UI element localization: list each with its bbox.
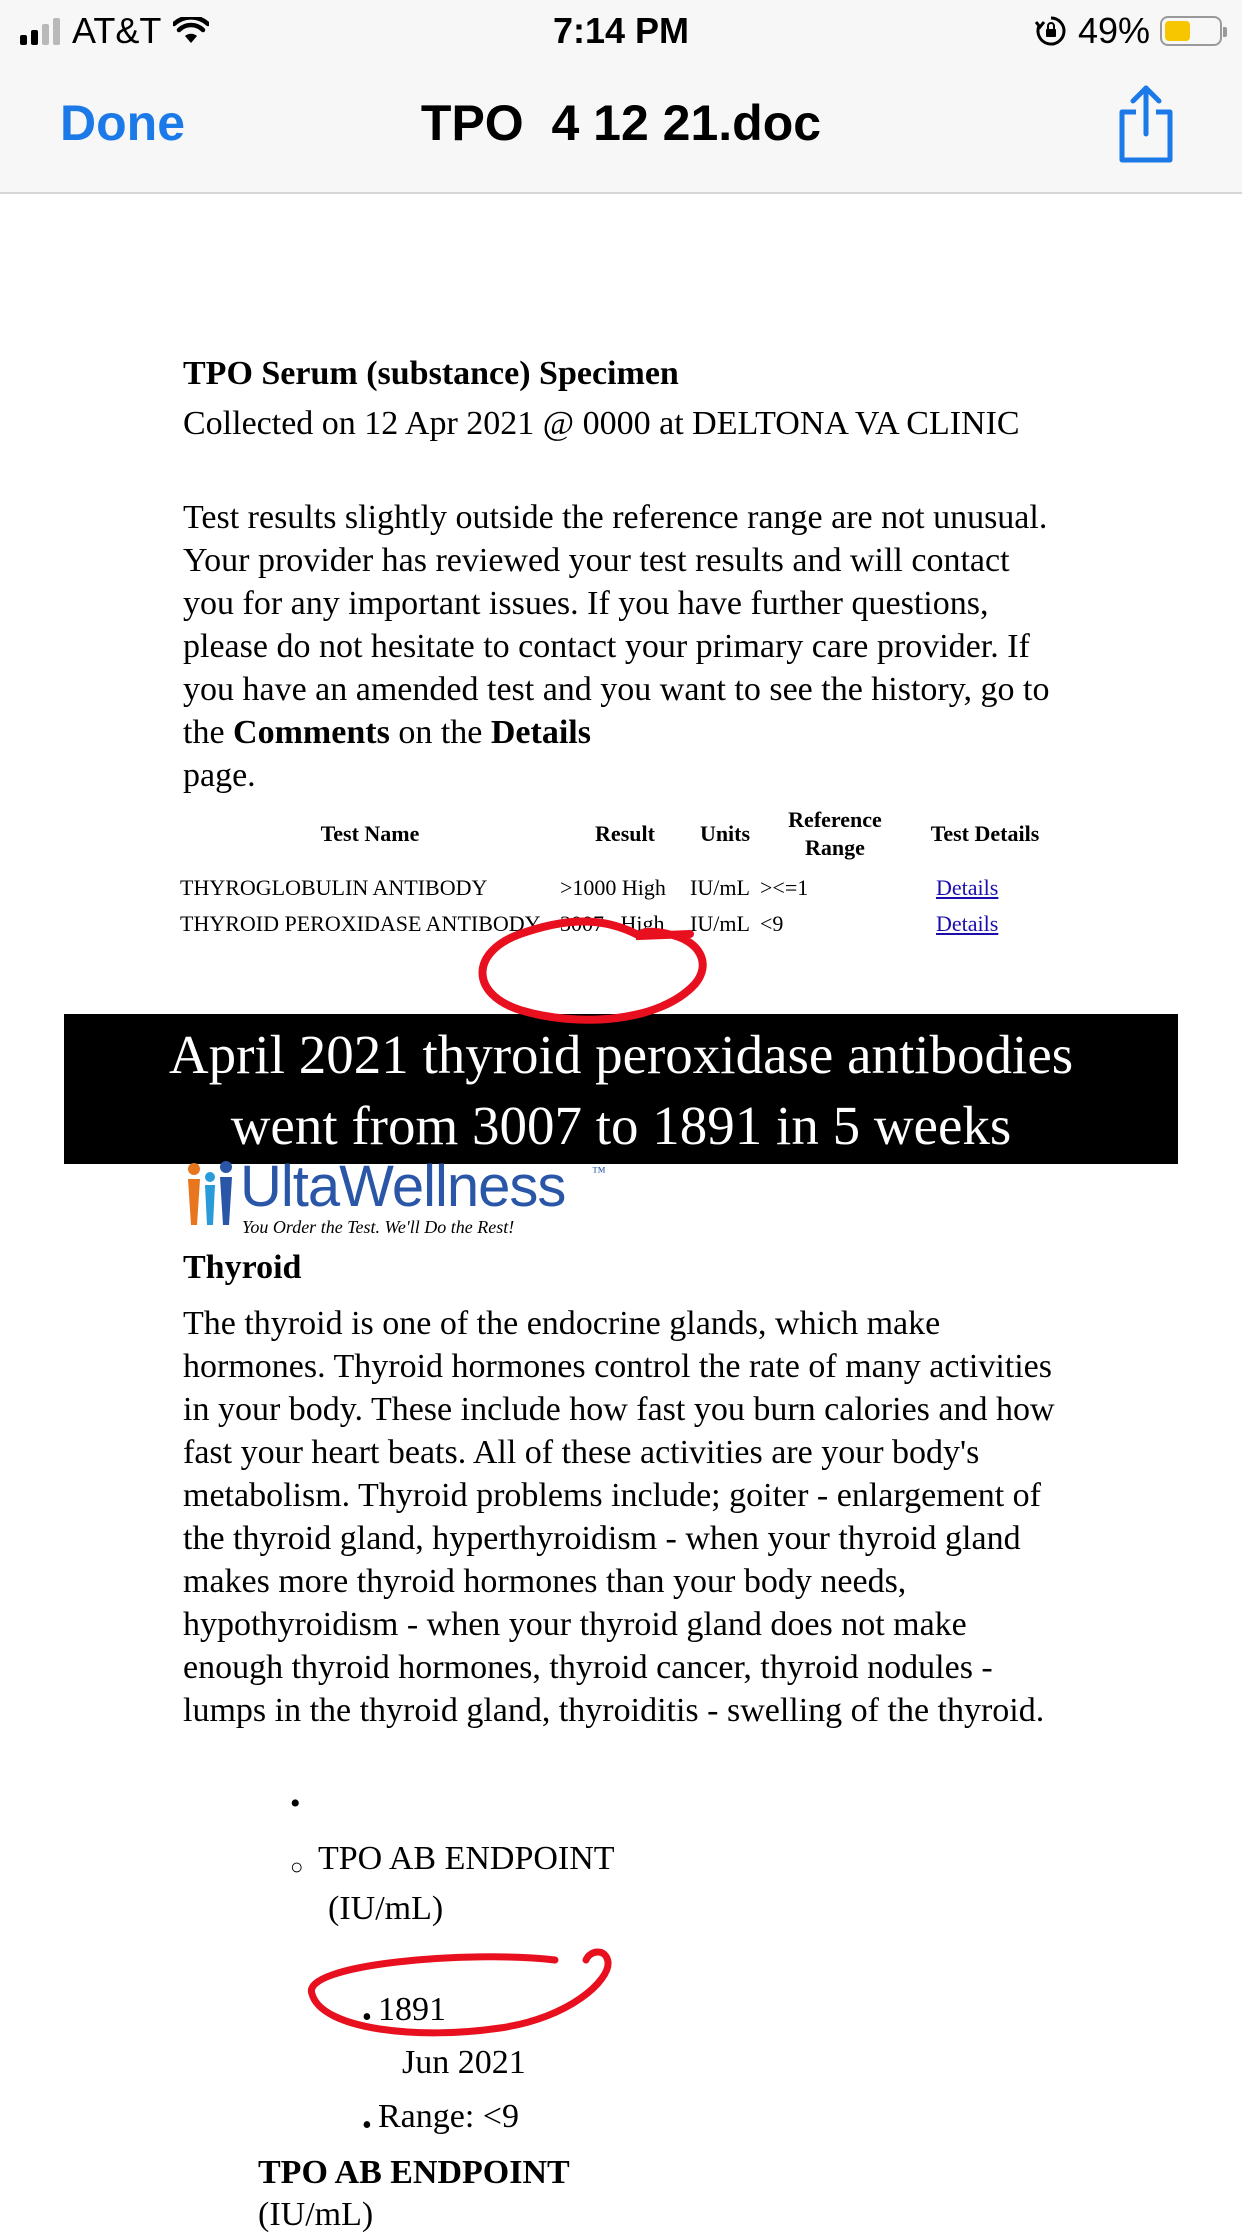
test-name-cell: THYROID PEROXIDASE ANTIBODY bbox=[180, 911, 541, 936]
logo-trademark: ™ bbox=[592, 1165, 606, 1180]
battery-icon bbox=[1160, 16, 1222, 46]
next-endpoint-units: (IU/mL) bbox=[258, 2196, 374, 2233]
family-figures-icon bbox=[180, 1159, 240, 1239]
range-cell: <9 bbox=[760, 911, 784, 936]
test-name-cell: THYROGLOBULIN ANTIBODY bbox=[180, 875, 488, 900]
column-header: Units bbox=[699, 821, 751, 846]
collected-info: Collected on 12 Apr 2021 @ 0000 at DELTONA VA CLINIC bbox=[183, 405, 1020, 442]
next-endpoint-heading: TPO AB ENDPOINT bbox=[258, 2154, 570, 2191]
specimen-heading: TPO Serum (substance) Specimen bbox=[183, 355, 679, 392]
details-label: Details bbox=[490, 714, 591, 751]
results-table bbox=[180, 806, 1060, 942]
range-cell: ><=1 bbox=[760, 875, 809, 900]
carrier-name: AT&T bbox=[72, 10, 162, 51]
share-icon[interactable] bbox=[1116, 84, 1176, 164]
document-view[interactable] bbox=[0, 194, 1242, 2233]
result-cell: >1000 High bbox=[560, 875, 666, 900]
column-header: Result bbox=[595, 821, 655, 846]
table-row bbox=[180, 906, 1060, 942]
battery-percent: 49% bbox=[1077, 10, 1150, 51]
banner-line: April 2021 thyroid peroxidase antibodies bbox=[168, 1024, 1074, 1085]
navigation-bar bbox=[0, 62, 1242, 194]
thyroid-description: The thyroid is one of the endocrine glands, which make hormones. Thyroid hormones control the rate of many activities in your body. These include how fast you burn calories and how fast your heart beats. All of these activities are your body's metabolism. Thyroid problems include; goiter - enlargement of the thyroid gland, hyperthyroidism - when your thyroid gland makes more thyroid hormones than your body needs, hypothyroidism - when your thyroid gland does not make enough thyroid hormones, thyroid cancer, thyroid nodules - lumps in the thyroid gland, thyroiditis - swelling of the thyroid. bbox=[183, 1305, 1055, 1729]
banner-line: went from 3007 to 1891 in 5 weeks bbox=[230, 1095, 1012, 1156]
column-header: Test Details bbox=[930, 821, 1040, 846]
endpoint-date: Jun 2021 bbox=[402, 2044, 526, 2081]
units-cell: IU/mL bbox=[690, 875, 750, 900]
document-title: TPO 4 12 21.doc bbox=[420, 95, 822, 151]
list-dot: • bbox=[362, 2110, 372, 2141]
endpoint-value: 1891 bbox=[378, 1991, 446, 2028]
logo-tagline: You Order the Test. We'll Do the Rest! bbox=[242, 1217, 515, 1237]
comments-label: Comments bbox=[233, 714, 390, 751]
thyroid-heading: Thyroid bbox=[183, 1249, 302, 1286]
list-circle-bullet: ○ bbox=[290, 1854, 304, 1879]
ultawellness-logo bbox=[180, 1154, 620, 1239]
status-bar bbox=[0, 0, 1242, 62]
caption-banner bbox=[64, 1014, 1178, 1164]
column-header: Test Name bbox=[320, 821, 420, 846]
status-time: 7:14 PM bbox=[552, 10, 690, 51]
list-dot: • bbox=[362, 2002, 372, 2033]
units-cell: IU/mL bbox=[690, 911, 750, 936]
list-bullet: • bbox=[290, 1787, 301, 1820]
endpoint-label: TPO AB ENDPOINT (IU/mL) bbox=[318, 1840, 615, 1927]
details-link[interactable]: Details bbox=[936, 911, 999, 936]
endpoint-range: Range: <9 bbox=[378, 2098, 519, 2135]
red-circle-annotation bbox=[311, 1952, 608, 2033]
done-button[interactable]: Done bbox=[60, 95, 185, 151]
table-row bbox=[180, 862, 1060, 906]
logo-wordmark: UltaWellness bbox=[240, 1154, 566, 1219]
result-cell: 3007 High bbox=[560, 911, 665, 936]
results-notice: Test results slightly outside the reference range are not unusual. Your provider has reviewed your test results and will contact you for any important issues. If you have further questions, please do not hesitate to contact your primary care provider. If you have an amended test and you want to see the history, go to the Comments on the Details page. bbox=[183, 499, 1050, 794]
column-header: Reference Range bbox=[788, 807, 882, 860]
table-header-row bbox=[180, 806, 1060, 862]
orientation-lock-icon bbox=[1034, 14, 1068, 48]
details-link[interactable]: Details bbox=[936, 875, 999, 900]
